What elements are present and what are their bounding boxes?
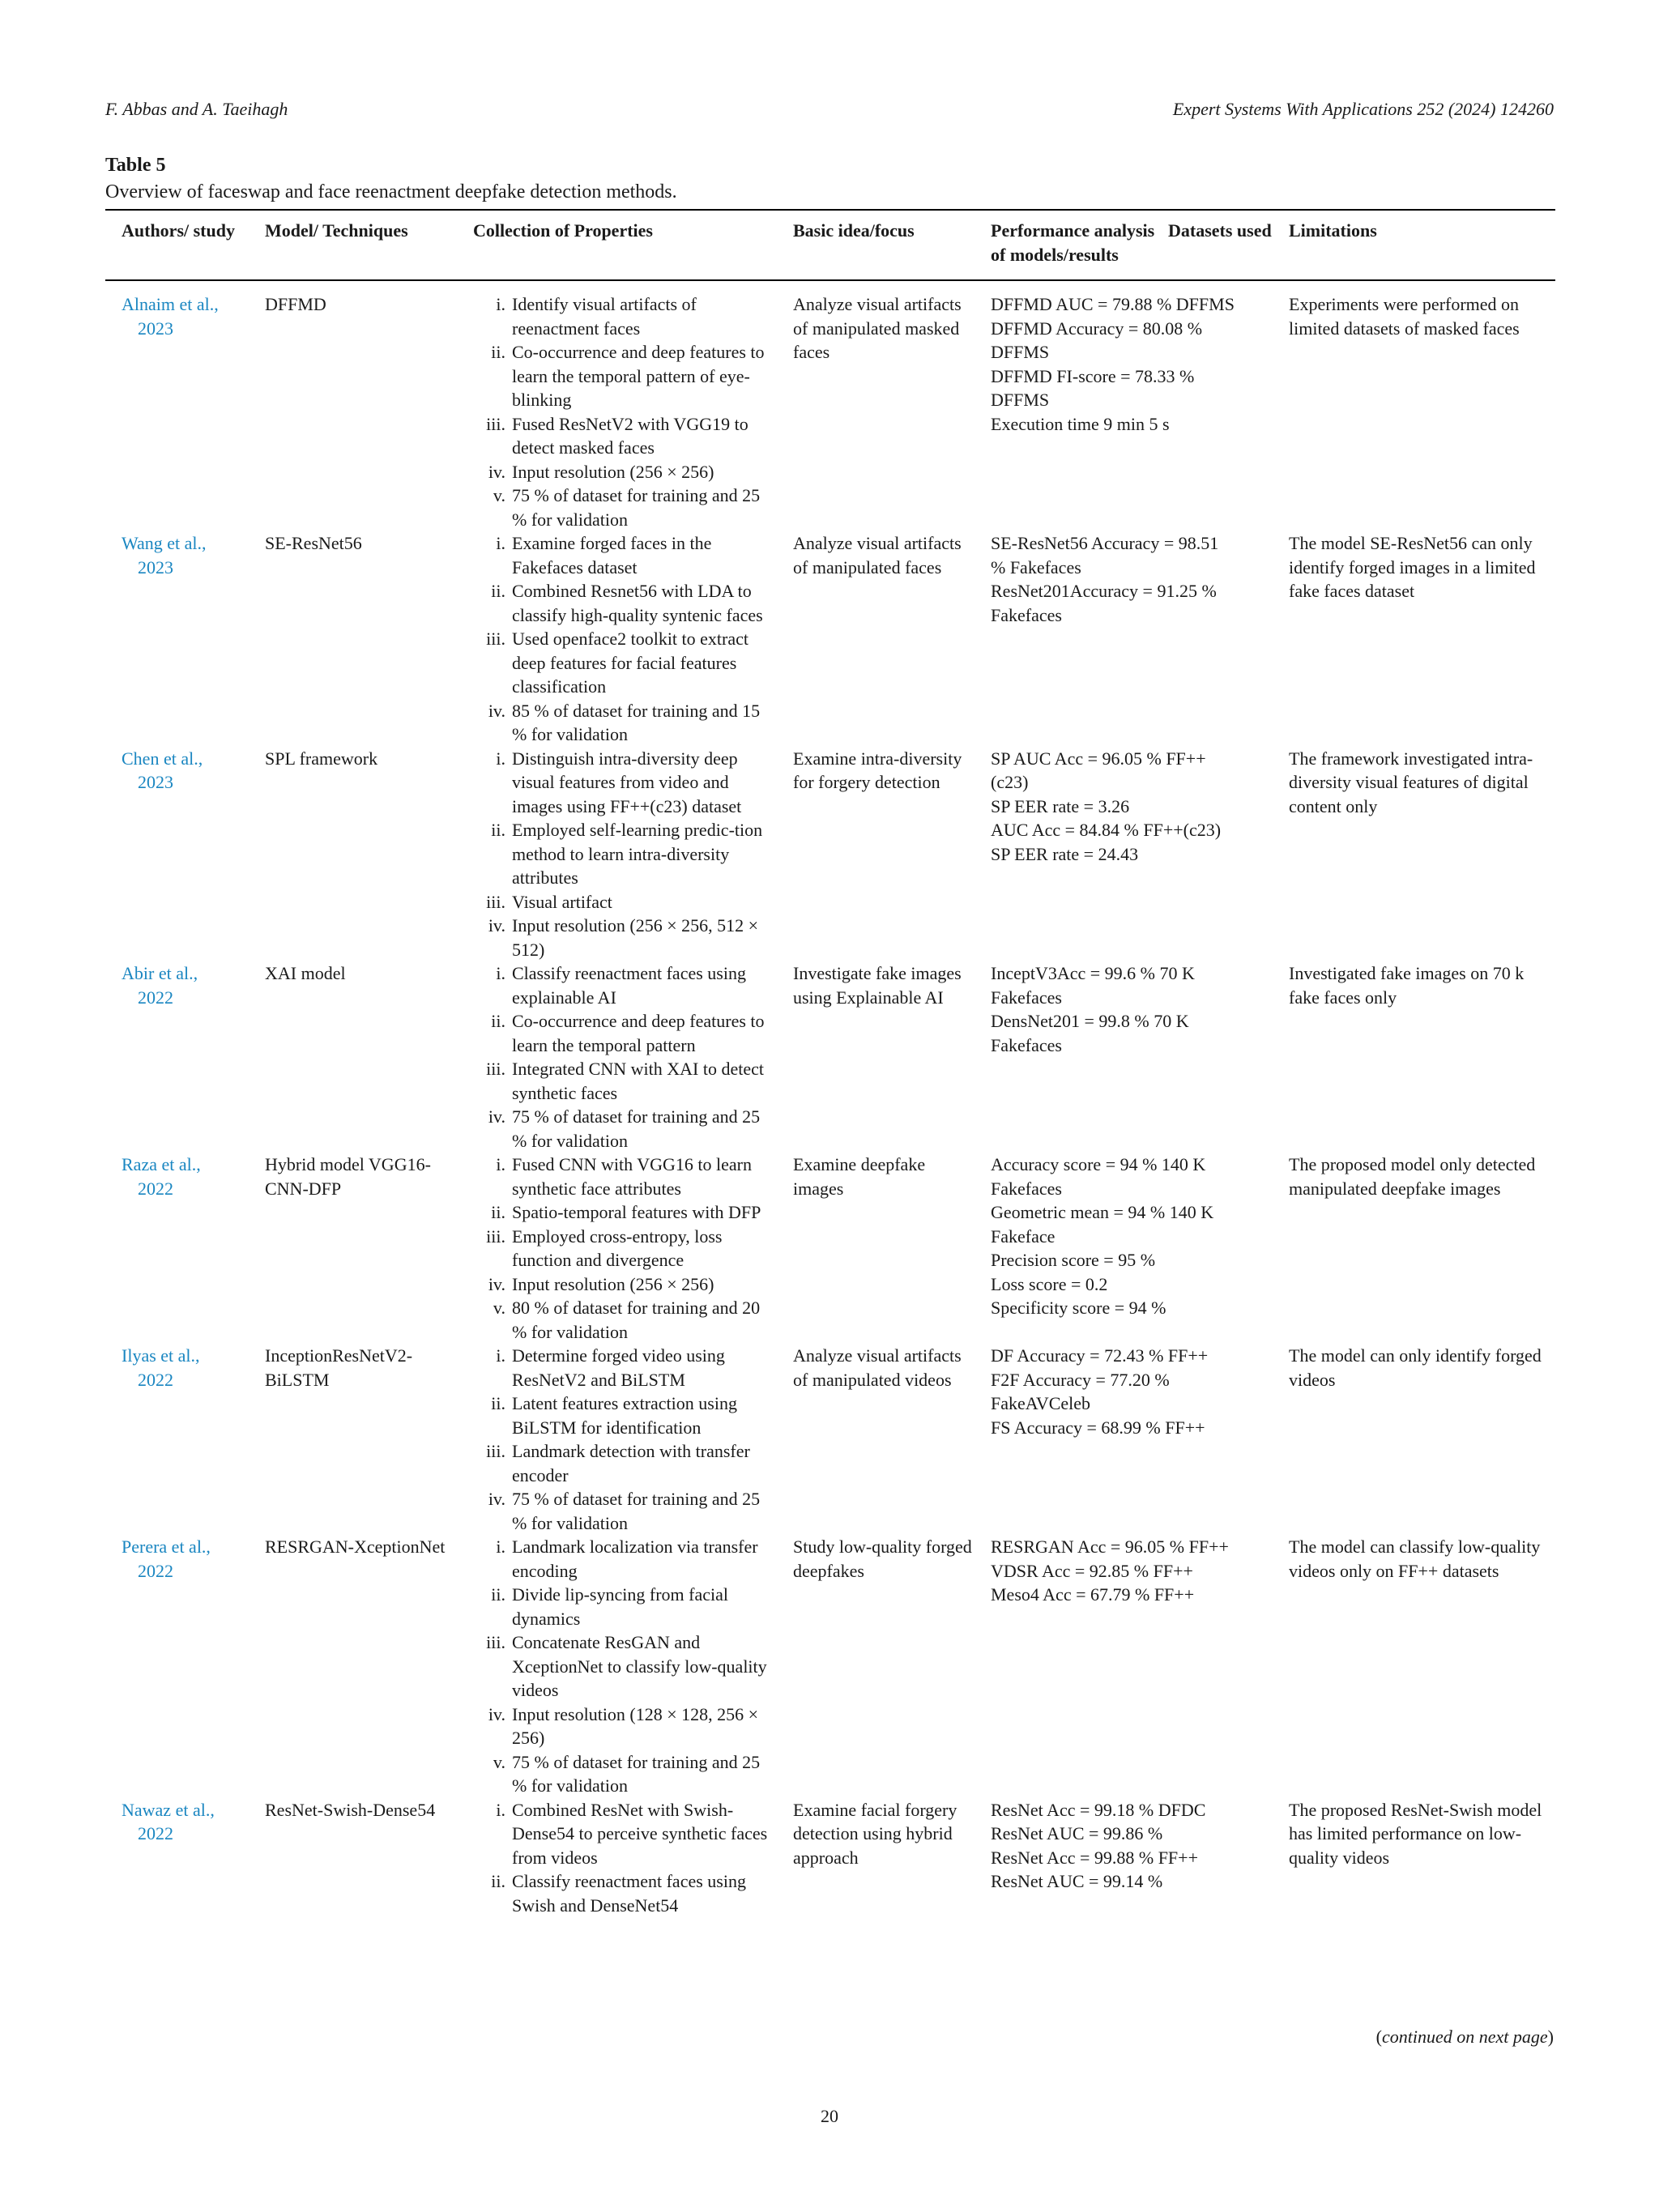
table-caption	[105, 152, 1563, 206]
limitations-cell: The model SE-ResNet56 can only identify forged images in a limited fake faces dataset	[1289, 533, 1536, 601]
author-year[interactable]: 2022	[138, 1178, 173, 1199]
property-text: Input resolution (256 × 256, 512 × 512)	[512, 915, 759, 960]
header-performance: Performance analysis of models/results	[987, 210, 1168, 280]
performance-line: Loss score = 0.2	[991, 1273, 1108, 1294]
performance-line: FS Accuracy = 68.99 % FF++	[991, 1417, 1205, 1438]
author-name[interactable]: Chen et al.,	[122, 748, 203, 769]
properties-list	[473, 292, 772, 531]
property-text: Fused CNN with VGG16 to learn synthetic face attributes	[512, 1154, 752, 1199]
limitations-cell: The proposed ResNet-Swish model has limited performance on low-quality videos	[1289, 1799, 1542, 1868]
property-item	[473, 531, 772, 579]
continued-note: (continued on next page)	[1375, 2027, 1554, 2047]
performance-cell	[987, 531, 1286, 747]
property-item	[473, 1272, 772, 1297]
property-number: ii.	[491, 820, 505, 840]
author-year[interactable]: 2023	[138, 772, 173, 792]
property-text: Integrated CNN with XAI to detect synthetic faces	[512, 1059, 764, 1103]
properties-cell	[473, 531, 785, 747]
basic-idea-cell: Study low-quality forged deepfakes	[793, 1536, 972, 1581]
property-item	[473, 460, 772, 484]
property-number: iii.	[486, 1441, 505, 1461]
performance-line: VDSR Acc = 92.85 % FF++	[991, 1560, 1193, 1581]
basic-idea-cell: Examine facial forgery detection using hybrid approach	[793, 1799, 957, 1868]
author-name[interactable]: Ilyas et al.,	[122, 1345, 200, 1366]
performance-cell	[987, 1344, 1286, 1535]
property-item	[473, 747, 772, 819]
property-text: Classify reenactment faces using Swish and DenseNet54	[512, 1871, 746, 1916]
properties-list	[473, 1344, 772, 1535]
performance-cell	[987, 280, 1286, 531]
table-row	[105, 531, 1555, 747]
property-number: i.	[496, 963, 505, 983]
performance-line: SP EER rate = 3.26	[991, 795, 1130, 816]
table-number: Table 5	[105, 155, 166, 176]
property-text: Input resolution (256 × 256)	[512, 1273, 714, 1294]
property-text: Employed cross-entropy, loss function and divergence	[512, 1225, 723, 1270]
performance-line: SP EER rate = 24.43	[991, 843, 1139, 864]
property-number: ii.	[491, 581, 505, 601]
property-number: i.	[496, 748, 505, 769]
property-text: Concatenate ResGAN and XceptionNet to classify low-quality videos	[512, 1632, 767, 1700]
property-item	[473, 340, 772, 412]
properties-cell	[473, 280, 785, 531]
property-text: Input resolution (128 × 128, 256 × 256)	[512, 1703, 759, 1748]
property-item	[473, 1296, 772, 1344]
header-properties: Collection of Properties	[473, 210, 785, 280]
property-number: iv.	[488, 1703, 505, 1724]
properties-list	[473, 531, 772, 747]
performance-line: Fakefaces	[991, 987, 1062, 1008]
header-datasets: Datasets used	[1168, 210, 1286, 280]
author-year[interactable]: 2022	[138, 1369, 173, 1390]
property-text: Landmark detection with transfer encoder	[512, 1441, 750, 1485]
performance-line: Precision score = 95 %	[991, 1250, 1156, 1270]
properties-cell	[473, 1798, 785, 1918]
property-text: Distinguish intra-diversity deep visual features from video and images using FF++(c23) dataset	[512, 748, 742, 816]
performance-cell	[987, 1535, 1286, 1798]
property-text: Landmark localization via transfer encoding	[512, 1536, 758, 1581]
table-body	[105, 280, 1555, 1917]
table-row	[105, 1798, 1555, 1918]
property-text: Employed self-learning predic-tion method to learn intra-diversity attributes	[512, 820, 763, 888]
property-number: iii.	[486, 629, 505, 649]
model-cell: RESRGAN-XceptionNet	[265, 1536, 446, 1557]
header-basic-idea: Basic idea/focus	[785, 210, 987, 280]
property-text: Combined Resnet56 with LDA to classify high-quality syntenic faces	[512, 581, 763, 625]
property-text: Latent features extraction using BiLSTM for identification	[512, 1393, 737, 1438]
methods-table	[105, 209, 1555, 1917]
performance-line: DFFMD FI-score = 78.33 %	[991, 365, 1195, 386]
performance-cell	[987, 747, 1286, 962]
author-citation-link[interactable]	[105, 1535, 257, 1798]
property-item	[473, 1487, 772, 1535]
table-title: Overview of faceswap and face reenactment deepfake detection methods.	[105, 181, 677, 202]
limitations-cell: Investigated fake images on 70 k fake faces only	[1289, 963, 1525, 1008]
performance-line: Fakeface	[991, 1225, 1056, 1247]
author-name[interactable]: Abir et al.,	[122, 963, 198, 983]
model-cell: XAI model	[265, 963, 346, 983]
author-citation-link[interactable]	[105, 1344, 257, 1535]
property-item	[473, 1392, 772, 1439]
property-item	[473, 699, 772, 747]
performance-line: ResNet AUC = 99.14 %	[991, 1871, 1163, 1891]
performance-line: DFFMS	[991, 342, 1050, 362]
property-text: Co-occurrence and deep features to learn the temporal pattern of eye-blinking	[512, 342, 765, 410]
property-number: iii.	[486, 891, 505, 912]
property-text: Identify visual artifacts of reenactment faces	[512, 294, 697, 339]
table-row	[105, 961, 1555, 1153]
property-item	[473, 1630, 772, 1703]
running-head-authors: F. Abbas and A. Taeihagh	[105, 99, 288, 119]
basic-idea-cell: Analyze visual artifacts of manipulated videos	[793, 1345, 962, 1390]
property-text: Used openface2 toolkit to extract deep features for facial features classification	[512, 629, 749, 697]
running-head-journal: Expert Systems With Applications 252 (2024) 124260	[1172, 99, 1554, 119]
property-text: 75 % of dataset for training and 25 % for validation	[512, 485, 761, 530]
property-number: ii.	[491, 1202, 505, 1222]
property-number: i.	[496, 1345, 505, 1366]
author-year[interactable]: 2022	[138, 1823, 173, 1843]
author-name[interactable]: Perera et al.,	[122, 1536, 211, 1557]
author-citation-link[interactable]	[105, 531, 257, 747]
performance-line: ResNet Acc = 99.88 % FF++	[991, 1847, 1198, 1868]
table-header-row	[105, 210, 1555, 280]
properties-list	[473, 1798, 772, 1918]
performance-line: Fakefaces	[991, 604, 1062, 625]
model-cell: ResNet-Swish-Dense54	[265, 1799, 436, 1820]
page-number: 20	[821, 2106, 838, 2126]
author-citation-link[interactable]	[105, 1798, 257, 1918]
table-row	[105, 1153, 1555, 1344]
continued-text: continued on next page	[1382, 2027, 1548, 2047]
property-item	[473, 1153, 772, 1200]
performance-line: InceptV3Acc = 99.6 % 70 K	[991, 963, 1195, 983]
properties-list	[473, 961, 772, 1153]
property-text: Visual artifact	[512, 891, 612, 912]
table-row	[105, 1535, 1555, 1798]
property-item	[473, 579, 772, 627]
property-item	[473, 627, 772, 699]
property-number: iv.	[488, 700, 505, 721]
performance-line: Specificity score = 94 %	[991, 1298, 1166, 1318]
property-item	[473, 961, 772, 1009]
property-number: iv.	[488, 1106, 505, 1127]
property-text: Classify reenactment faces using explainable AI	[512, 963, 746, 1008]
property-number: iii.	[486, 1632, 505, 1652]
property-item	[473, 1535, 772, 1583]
property-item	[473, 890, 772, 914]
performance-line: Execution time 9 min 5 s	[991, 413, 1170, 434]
performance-line: FakeAVCeleb	[991, 1393, 1091, 1413]
model-cell: Hybrid model VGG16-CNN-DFP	[265, 1154, 431, 1199]
property-text: Input resolution (256 × 256)	[512, 461, 714, 482]
performance-line: AUC Acc = 84.84 % FF++(c23)	[991, 820, 1222, 840]
model-cell: DFFMD	[265, 294, 326, 314]
header-model: Model/ Techniques	[257, 210, 473, 280]
basic-idea-cell: Investigate fake images using Explainable AI	[793, 963, 962, 1008]
performance-line: DFFMS	[991, 390, 1050, 410]
property-number: i.	[496, 294, 505, 314]
property-text: 75 % of dataset for training and 25 % for validation	[512, 1106, 761, 1151]
property-item	[473, 1798, 772, 1870]
performance-line: ResNet Acc = 99.18 % DFDC	[991, 1799, 1206, 1820]
performance-line: (c23)	[991, 772, 1029, 792]
property-number: v.	[493, 485, 505, 505]
property-number: i.	[496, 533, 505, 553]
performance-line: DF Accuracy = 72.43 % FF++	[991, 1345, 1209, 1366]
property-number: ii.	[491, 1871, 505, 1891]
property-text: Examine forged faces in the Fakefaces dataset	[512, 533, 712, 578]
author-citation-link[interactable]	[105, 1153, 257, 1344]
performance-line: DensNet201 = 99.8 % 70 K	[991, 1011, 1189, 1031]
property-number: i.	[496, 1799, 505, 1820]
properties-list	[473, 1535, 772, 1798]
property-item	[473, 1703, 772, 1750]
property-item	[473, 292, 772, 340]
author-name[interactable]: Alnaim et al.,	[122, 294, 219, 314]
limitations-cell: The model can only identify forged videos	[1289, 1345, 1542, 1390]
performance-line: Fakefaces	[991, 1034, 1062, 1055]
author-citation-link[interactable]	[105, 747, 257, 962]
property-number: ii.	[491, 1393, 505, 1413]
author-year[interactable]: 2023	[138, 318, 173, 339]
property-item	[473, 484, 772, 531]
model-cell: SE-ResNet56	[265, 533, 362, 553]
property-item	[473, 1105, 772, 1153]
property-number: v.	[493, 1751, 505, 1772]
property-text: 75 % of dataset for training and 25 % for validation	[512, 1751, 761, 1796]
property-item	[473, 412, 772, 460]
property-item	[473, 1344, 772, 1392]
author-citation-link[interactable]	[105, 280, 257, 531]
performance-line: Fakefaces	[991, 1178, 1062, 1199]
property-item	[473, 914, 772, 961]
basic-idea-cell: Analyze visual artifacts of manipulated masked faces	[793, 294, 962, 362]
property-item	[473, 818, 772, 890]
performance-cell	[987, 1153, 1286, 1344]
performance-line: % Fakefaces	[991, 556, 1081, 578]
author-year[interactable]: 2023	[138, 556, 173, 578]
property-number: iii.	[486, 1225, 505, 1247]
performance-line: Accuracy score = 94 % 140 K	[991, 1154, 1206, 1174]
property-text: Co-occurrence and deep features to learn the temporal pattern	[512, 1011, 765, 1055]
author-citation-link[interactable]	[105, 961, 257, 1153]
author-year[interactable]: 2022	[138, 1560, 173, 1581]
property-item	[473, 1009, 772, 1057]
performance-line: ResNet201Accuracy = 91.25 %	[991, 581, 1217, 601]
model-cell: InceptionResNetV2-BiLSTM	[265, 1345, 413, 1390]
properties-cell	[473, 1535, 785, 1798]
limitations-cell: The framework investigated intra-diversity visual features of digital content only	[1289, 748, 1533, 816]
performance-line: DFFMD Accuracy = 80.08 %	[991, 318, 1203, 339]
property-number: iii.	[486, 413, 505, 434]
performance-line: ResNet AUC = 99.86 %	[991, 1823, 1163, 1843]
basic-idea-cell: Examine intra-diversity for forgery detection	[793, 748, 962, 792]
author-name[interactable]: Wang et al.,	[122, 533, 207, 553]
author-name[interactable]: Raza et al.,	[122, 1154, 201, 1174]
properties-list	[473, 1153, 772, 1344]
property-number: i.	[496, 1536, 505, 1557]
property-text: Divide lip-syncing from facial dynamics	[512, 1584, 728, 1629]
performance-line: SE-ResNet56 Accuracy = 98.51	[991, 533, 1219, 553]
property-item	[473, 1057, 772, 1105]
header-limitations: Limitations	[1286, 210, 1555, 280]
property-text: 75 % of dataset for training and 25 % for validation	[512, 1489, 761, 1533]
properties-cell	[473, 747, 785, 962]
property-number: iv.	[488, 915, 505, 936]
property-number: i.	[496, 1154, 505, 1174]
property-text: 85 % of dataset for training and 15 % for validation	[512, 700, 761, 744]
header-authors: Authors/ study	[105, 210, 257, 280]
property-number: v.	[493, 1298, 505, 1318]
property-item	[473, 1225, 772, 1272]
performance-line: Meso4 Acc = 67.79 % FF++	[991, 1584, 1195, 1605]
properties-list	[473, 747, 772, 962]
author-name[interactable]: Nawaz et al.,	[122, 1799, 215, 1820]
performance-line: DFFMD AUC = 79.88 % DFFMS	[991, 294, 1235, 314]
property-number: iv.	[488, 1273, 505, 1294]
limitations-cell: The proposed model only detected manipulated deepfake images	[1289, 1154, 1536, 1199]
performance-line: SP AUC Acc = 96.05 % FF++	[991, 748, 1206, 769]
performance-line: RESRGAN Acc = 96.05 % FF++	[991, 1536, 1229, 1557]
performance-cell	[987, 961, 1286, 1153]
performance-line: F2F Accuracy = 77.20 %	[991, 1369, 1170, 1390]
property-item	[473, 1750, 772, 1798]
table-row	[105, 747, 1555, 962]
performance-cell	[987, 1798, 1286, 1918]
limitations-cell: Experiments were performed on limited datasets of masked faces	[1289, 294, 1520, 339]
property-text: Combined ResNet with Swish-Dense54 to perceive synthetic faces from videos	[512, 1799, 768, 1868]
property-number: ii.	[491, 1011, 505, 1031]
property-number: ii.	[491, 342, 505, 362]
property-number: iv.	[488, 1489, 505, 1509]
properties-cell	[473, 1344, 785, 1535]
property-text: Spatio-temporal features with DFP	[512, 1202, 761, 1222]
property-number: ii.	[491, 1584, 505, 1605]
property-item	[473, 1200, 772, 1225]
model-cell: SPL framework	[265, 748, 378, 769]
table-row	[105, 1344, 1555, 1535]
author-year[interactable]: 2022	[138, 987, 173, 1008]
table-row	[105, 280, 1555, 531]
property-number: iv.	[488, 461, 505, 482]
basic-idea-cell: Analyze visual artifacts of manipulated faces	[793, 533, 962, 578]
performance-line: Geometric mean = 94 % 140 K	[991, 1202, 1214, 1222]
property-item	[473, 1583, 772, 1630]
basic-idea-cell: Examine deepfake images	[793, 1154, 926, 1199]
properties-cell	[473, 961, 785, 1153]
property-item	[473, 1439, 772, 1487]
property-item	[473, 1869, 772, 1917]
property-number: iii.	[486, 1059, 505, 1079]
property-text: Fused ResNetV2 with VGG19 to detect masked faces	[512, 413, 748, 458]
limitations-cell: The model can classify low-quality videos only on FF++ datasets	[1289, 1536, 1541, 1581]
property-text: Determine forged video using ResNetV2 and BiLSTM	[512, 1345, 725, 1390]
property-text: 80 % of dataset for training and 20 % for validation	[512, 1298, 761, 1342]
properties-cell	[473, 1153, 785, 1344]
